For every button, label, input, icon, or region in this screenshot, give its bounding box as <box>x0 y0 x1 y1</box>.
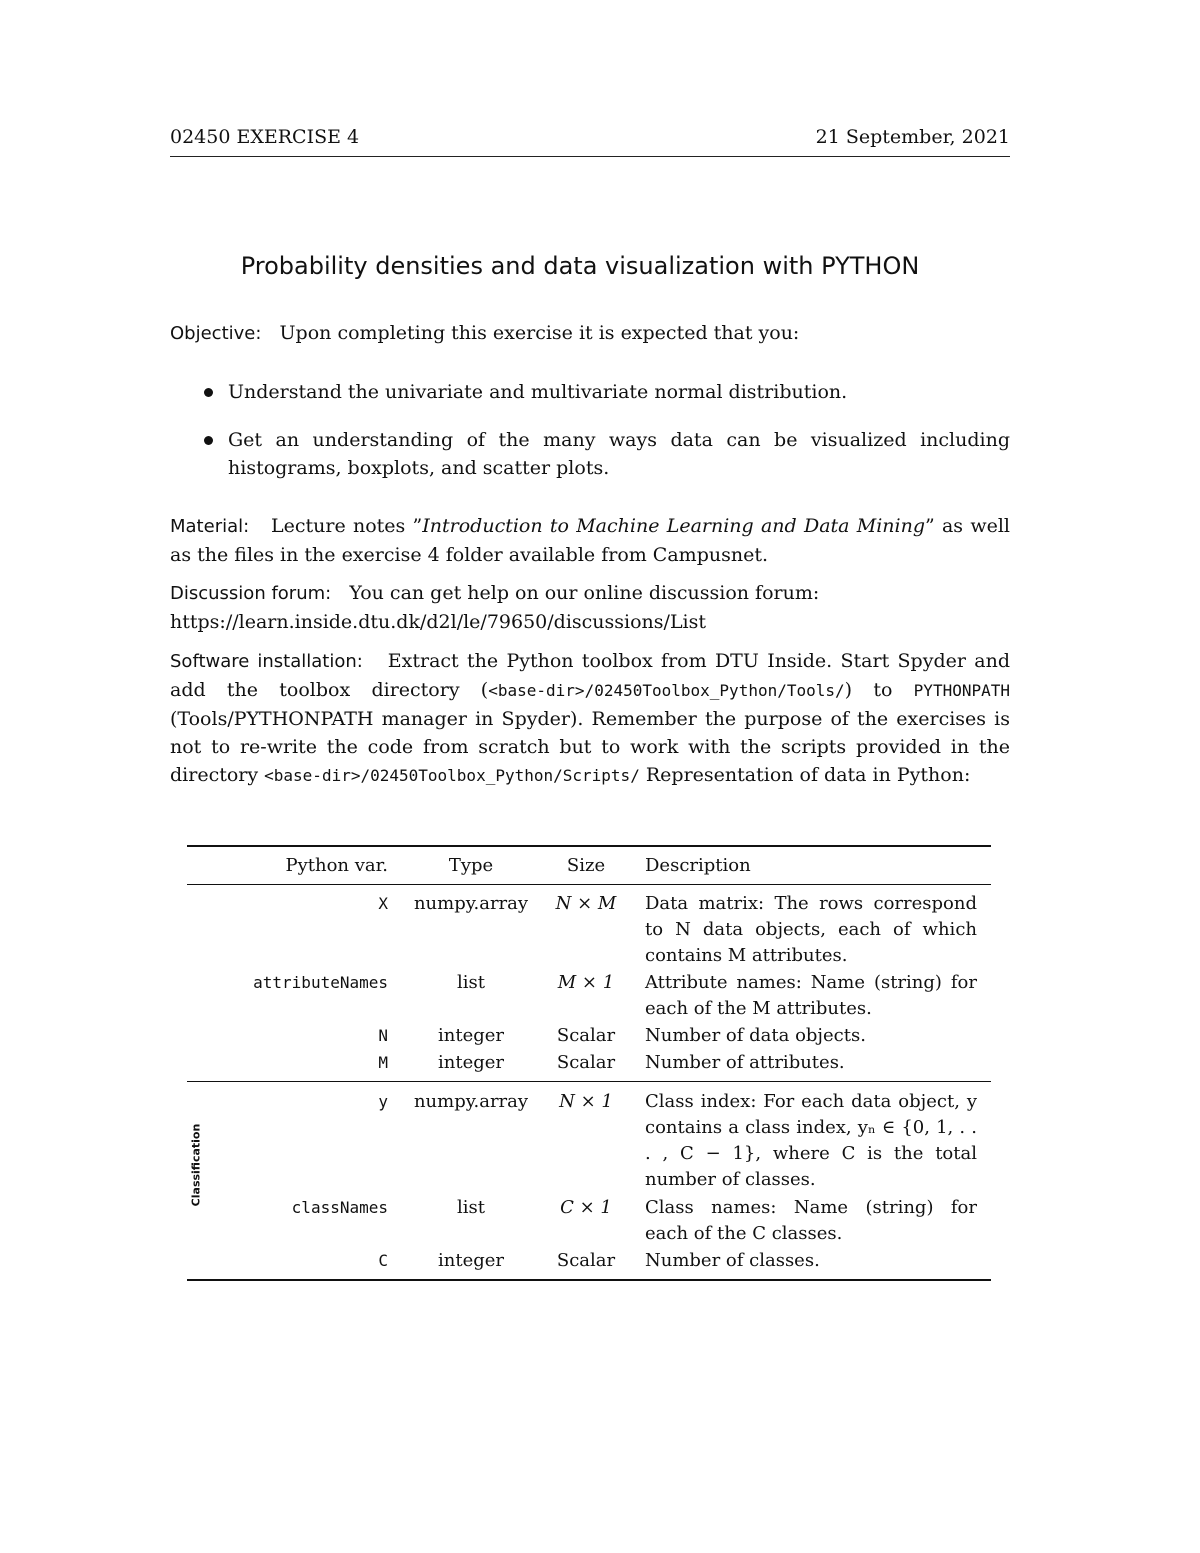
table-cell-var: C <box>378 1251 388 1270</box>
date-label: 21 September, 2021 <box>815 126 1010 148</box>
col-header-desc: Description <box>645 855 751 876</box>
objective-text: Upon completing this exercise it is expected that you: <box>279 322 800 344</box>
table-bottom-rule <box>187 1279 991 1281</box>
table-cell-type: list <box>457 972 485 993</box>
page-title: Probability densities and data visualization with PYTHON <box>240 252 920 280</box>
list-item: Understand the univariate and multivariate normal distribution. <box>200 378 1010 406</box>
table-cell-type: numpy.array <box>413 893 529 914</box>
table-cell-desc: Class names: Name (string) for each of the C classes. <box>645 1197 977 1244</box>
col-header-size: Size <box>566 855 606 876</box>
table-cell-var: X <box>378 894 388 913</box>
table-cell-desc: Attribute names: Name (string) for each of the M attributes. <box>645 972 977 1019</box>
col-header-type: Type <box>448 855 494 876</box>
page-header <box>170 126 1010 157</box>
forum-paragraph: Discussion forum: You can get help on our online discussion forum: https://learn.inside.dtu.dk/d2l/le/79650/discussions/List <box>170 582 820 633</box>
table-cell-size: Scalar <box>556 1052 616 1073</box>
software-paragraph: Software installation: Extract the Python toolbox from DTU Inside. Start Spyder and add the toolbox directory (<base-dir>/02450Toolbox_Python/Tools/) to PYTHONPATH (Tools/PYTHONPATH manager in Spyder). Remember the purpose of the exercises is not to re-write the code from scratch but to work with the scripts provided in the directory <base-dir>/02450Toolbox_Python/Scripts/ Representation of data in Python: <box>170 650 1010 786</box>
header-rule <box>187 884 991 885</box>
bullet-icon <box>204 436 213 445</box>
table-cell-desc: Data matrix: The rows correspond to N data objects, each of which contains M attributes. <box>645 893 977 966</box>
table-cell-var: y <box>378 1092 388 1111</box>
software-label: Software installation: <box>170 651 363 672</box>
course-label: 02450 EXERCISE 4 <box>170 126 360 148</box>
book-title: Introduction to Machine Learning and Data Mining <box>422 515 925 537</box>
objective-label: Objective: <box>170 323 262 344</box>
table-cell-type: list <box>457 1197 485 1218</box>
table-cell-desc: Class index: For each data object, y contains a class index, yₙ ∈ {0, 1, . . . , C − 1}, where C is the total number of classes. <box>645 1091 977 1190</box>
table-cell-size: N × M <box>555 893 617 914</box>
table-cell-size: N × 1 <box>559 1091 613 1112</box>
table-cell-type: integer <box>437 1052 504 1073</box>
list-item: Get an understanding of the many ways data can be visualized including histograms, boxplots, and scatter plots. <box>200 426 1010 482</box>
material-label: Material: <box>170 516 250 537</box>
table-cell-var: M <box>378 1053 388 1072</box>
objective-list <box>200 378 1010 502</box>
forum-link[interactable]: https://learn.inside.dtu.dk/d2l/le/79650/discussions/List <box>170 611 707 633</box>
objective-paragraph <box>170 319 1010 348</box>
table-top-rule <box>187 845 991 847</box>
table-cell-type: integer <box>437 1025 504 1046</box>
table-cell-type: integer <box>437 1250 504 1271</box>
table-cell-desc: Number of attributes. <box>645 1052 845 1073</box>
table-cell-var: N <box>378 1026 388 1045</box>
table-cell-size: C × 1 <box>560 1197 612 1218</box>
col-header-var: Python var. <box>285 855 388 876</box>
table-cell-var: attributeNames <box>253 973 388 992</box>
table-cell-var: classNames <box>291 1198 388 1217</box>
table-cell-size: M × 1 <box>557 972 615 993</box>
forum-label: Discussion forum: <box>170 583 332 604</box>
table-cell-desc: Number of classes. <box>645 1250 820 1271</box>
table-cell-size: Scalar <box>556 1025 616 1046</box>
classification-group-label: Classification <box>189 1123 203 1207</box>
table-cell-desc: Number of data objects. <box>645 1025 866 1046</box>
group-rule <box>187 1081 991 1082</box>
table-cell-type: numpy.array <box>413 1091 529 1112</box>
table-cell-size: Scalar <box>556 1250 616 1271</box>
material-paragraph: Material: Lecture notes ”Introduction to Machine Learning and Data Mining” as well as the files in the exercise 4 folder available from Campusnet. <box>170 515 1010 566</box>
bullet-icon <box>204 388 213 397</box>
